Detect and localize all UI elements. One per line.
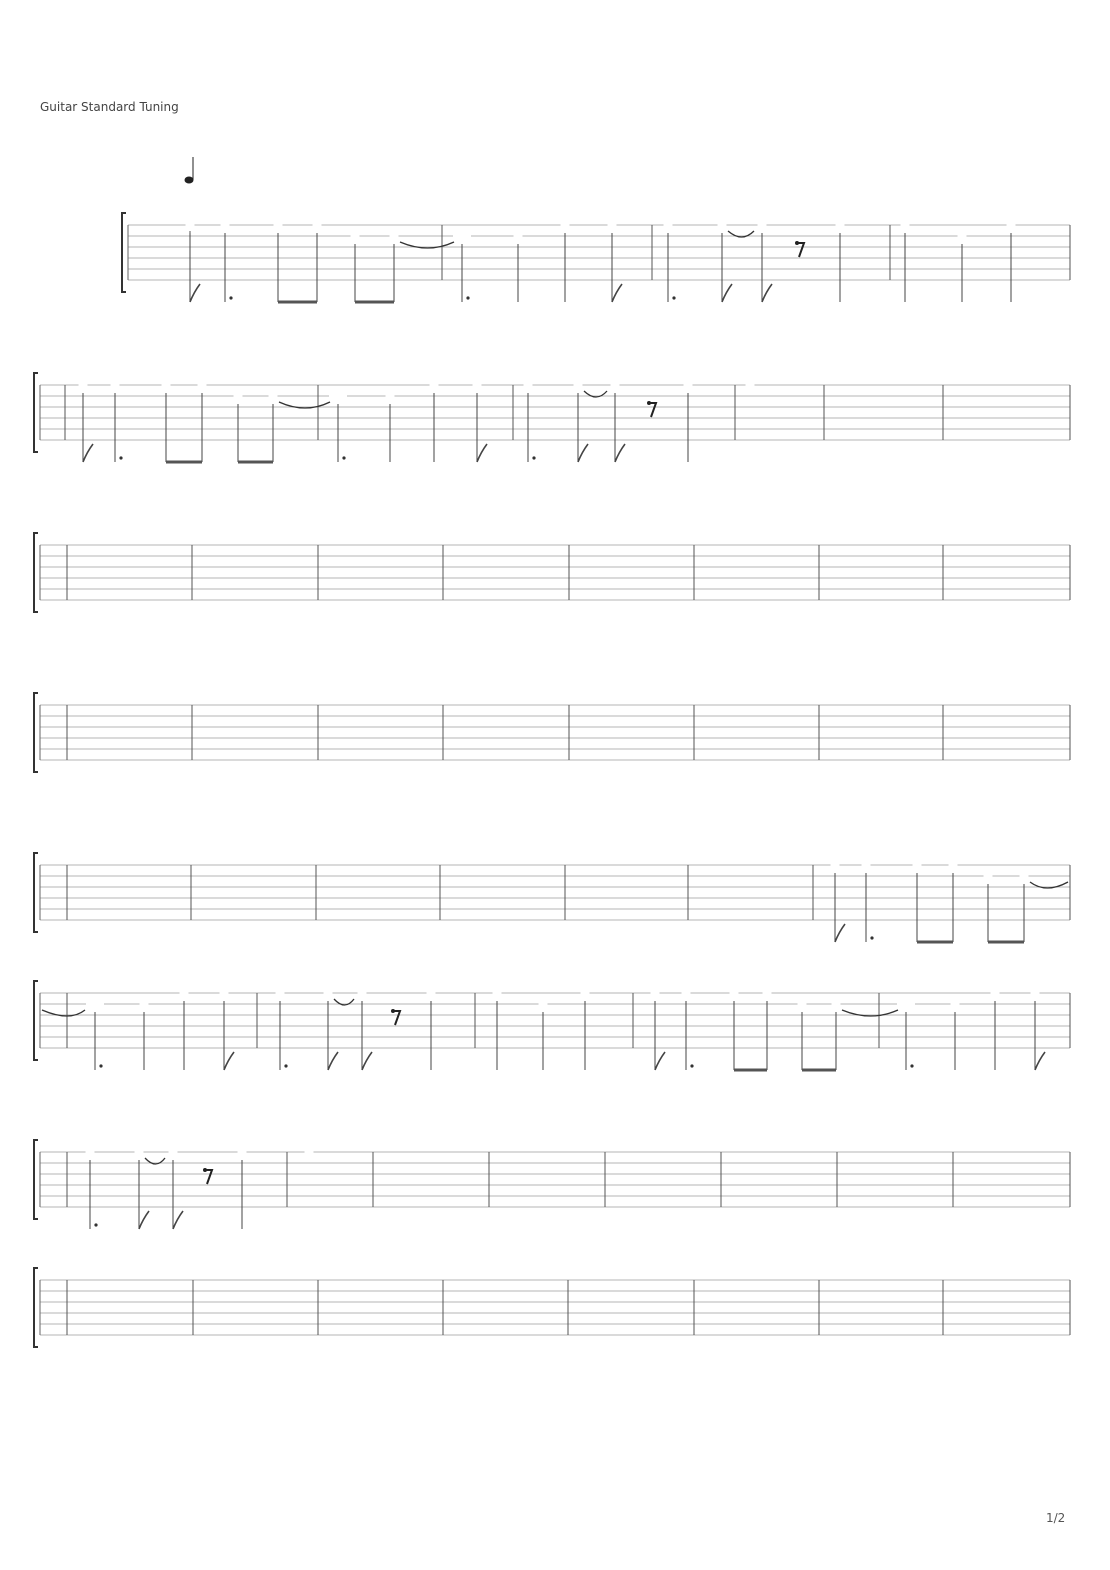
note-dot	[342, 456, 345, 459]
note-mask	[862, 859, 871, 871]
note-mask	[198, 379, 207, 391]
note-dot	[99, 1064, 102, 1067]
note-flag	[578, 444, 588, 462]
note-mask	[135, 1146, 144, 1158]
note-mask	[581, 987, 590, 999]
note-mask	[324, 987, 333, 999]
note-flag	[139, 1211, 149, 1229]
tuning-label: Guitar Standard Tuning	[40, 100, 179, 114]
note-mask	[539, 998, 548, 1010]
note-mask	[608, 219, 617, 231]
note-mask	[684, 379, 693, 391]
note-flag	[477, 444, 487, 462]
system-bracket	[34, 1268, 38, 1347]
note-mask	[169, 1146, 178, 1158]
note-flag	[190, 284, 200, 302]
note-mask	[180, 987, 189, 999]
note-mask	[162, 379, 171, 391]
note-mask	[730, 987, 739, 999]
note-mask	[329, 390, 347, 402]
note-mask	[831, 859, 840, 871]
page-number: 1/2	[1046, 1511, 1066, 1525]
system-bracket	[34, 1140, 38, 1219]
note-mask	[746, 379, 755, 391]
note-dot	[672, 296, 675, 299]
note-flag	[655, 1052, 665, 1070]
note-mask	[386, 390, 395, 402]
note-mask	[276, 987, 285, 999]
note-mask	[390, 230, 399, 242]
note-dot	[532, 456, 535, 459]
system-bracket	[34, 533, 38, 612]
note-mask	[305, 1146, 314, 1158]
note-mask	[991, 987, 1000, 999]
note-flag	[722, 284, 732, 302]
note-mask	[274, 219, 283, 231]
note-mask	[79, 379, 88, 391]
note-mask	[1007, 219, 1016, 231]
note-mask	[514, 230, 523, 242]
note-dot	[910, 1064, 913, 1067]
note-dot	[229, 296, 232, 299]
note-mask	[718, 219, 727, 231]
note-flag	[328, 1052, 338, 1070]
eighth-rest-dot	[647, 401, 651, 405]
note-mask	[351, 230, 360, 242]
note-mask	[651, 987, 660, 999]
note-mask	[453, 230, 471, 242]
note-mask	[664, 219, 673, 231]
note-mask	[86, 1146, 95, 1158]
note-mask	[234, 390, 243, 402]
note-mask	[186, 219, 195, 231]
note-dot	[870, 936, 873, 939]
note-mask	[832, 998, 841, 1010]
note-mask	[220, 987, 229, 999]
system-bracket	[34, 853, 38, 932]
note-mask	[1020, 870, 1029, 882]
note-mask	[901, 219, 910, 231]
note-mask	[913, 859, 922, 871]
eighth-rest-icon	[204, 1170, 212, 1184]
note-dot	[466, 296, 469, 299]
note-mask	[313, 219, 322, 231]
note-mask	[430, 379, 439, 391]
note-flag	[835, 924, 845, 942]
note-mask	[238, 1146, 247, 1158]
note-mask	[574, 379, 583, 391]
note-mask	[758, 219, 767, 231]
note-mask	[86, 998, 104, 1010]
note-mask	[682, 987, 691, 999]
note-mask	[473, 379, 482, 391]
system-bracket	[122, 213, 126, 292]
note-mask	[561, 219, 570, 231]
note-dot	[94, 1223, 97, 1226]
note-flag	[83, 444, 93, 462]
note-flag	[224, 1052, 234, 1070]
eighth-rest-icon	[648, 403, 656, 417]
note-mask	[111, 379, 120, 391]
system-bracket	[34, 981, 38, 1060]
eighth-rest-icon	[392, 1011, 400, 1025]
note-mask	[958, 230, 967, 242]
note-flag	[615, 444, 625, 462]
note-dot	[690, 1064, 693, 1067]
note-flag	[612, 284, 622, 302]
note-mask	[524, 379, 533, 391]
note-dot	[119, 456, 122, 459]
note-mask	[897, 998, 915, 1010]
system-bracket	[34, 373, 38, 452]
note-mask	[798, 998, 807, 1010]
system-bracket	[34, 693, 38, 772]
note-flag	[173, 1211, 183, 1229]
note-mask	[427, 987, 436, 999]
note-mask	[140, 998, 149, 1010]
note-mask	[949, 859, 958, 871]
note-mask	[493, 987, 502, 999]
note-flag	[362, 1052, 372, 1070]
note-mask	[763, 987, 772, 999]
eighth-rest-dot	[203, 1168, 207, 1172]
note-mask	[951, 998, 960, 1010]
tempo-note-icon	[185, 177, 194, 184]
note-mask	[611, 379, 620, 391]
note-flag	[762, 284, 772, 302]
note-mask	[269, 390, 278, 402]
note-mask	[984, 870, 993, 882]
note-mask	[358, 987, 367, 999]
note-mask	[836, 219, 845, 231]
eighth-rest-icon	[796, 243, 804, 257]
eighth-rest-dot	[391, 1009, 395, 1013]
note-dot	[284, 1064, 287, 1067]
note-flag	[1035, 1052, 1045, 1070]
note-mask	[1031, 987, 1040, 999]
note-mask	[221, 219, 230, 231]
eighth-rest-dot	[795, 241, 799, 245]
